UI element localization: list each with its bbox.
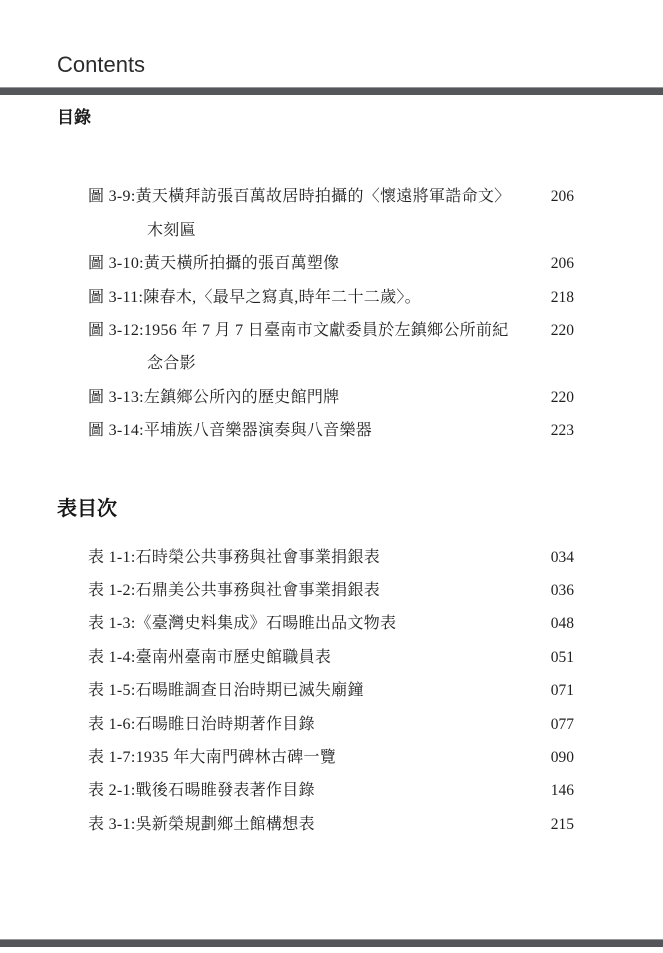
entry-text (88, 674, 550, 707)
entry-page-number: 146 (550, 782, 574, 800)
entry-text (88, 247, 550, 280)
entry-text (88, 414, 550, 447)
entry-title-line: 表 1-7:1935 年大南門碑林古碑一覽 (88, 749, 337, 767)
table-entry (88, 774, 575, 807)
table-entry (88, 808, 575, 841)
entry-page-number: 206 (550, 188, 574, 206)
entry-text (88, 607, 550, 640)
figure-entry (88, 414, 575, 447)
table-entry (88, 607, 575, 640)
entry-text (88, 180, 550, 247)
table-entry (88, 741, 575, 774)
entry-page-number: 034 (550, 548, 574, 566)
entry-page-number: 218 (550, 288, 574, 306)
entry-page-number: 206 (550, 255, 574, 273)
entry-title-line: 圖 3-12:1956 年 7 月 7 日臺南市文獻委員於左鎮鄉公所前紀 (88, 322, 509, 340)
entry-title-line: 表 1-4:臺南州臺南市歷史館職員表 (88, 648, 332, 666)
table-entry (88, 541, 575, 574)
table-entry (88, 708, 575, 741)
entry-page-number: 090 (550, 749, 574, 767)
entry-page-number: 051 (550, 648, 574, 666)
figure-entry (88, 180, 575, 247)
entry-text (88, 381, 550, 414)
entry-title-line: 圖 3-9:黃天橫拜訪張百萬故居時拍攝的〈懷遠將軍誥命文〉 (88, 188, 511, 206)
entry-title-line: 圖 3-14:平埔族八音樂器演奏與八音樂器 (88, 422, 373, 440)
entry-text (88, 741, 550, 774)
entry-title-line: 表 1-6:石暘睢日治時期著作目錄 (88, 715, 315, 733)
entry-title-line: 圖 3-11:陳春木,〈最早之寫真,時年二十二歲〉。 (88, 288, 421, 306)
entry-title-line: 圖 3-10:黃天橫所拍攝的張百萬塑像 (88, 255, 340, 273)
entry-page-number: 036 (550, 582, 574, 600)
entry-title-line: 表 2-1:戰後石暘睢發表著作目錄 (88, 782, 315, 800)
page-title: Contents (57, 52, 146, 77)
entry-page-number: 223 (550, 422, 574, 440)
tables-section-heading: 表目次 (57, 497, 117, 520)
entry-page-number: 071 (550, 682, 574, 700)
figure-entry (88, 314, 575, 381)
entry-title-line: 表 1-5:石暘睢調查日治時期已滅失廟鐘 (88, 682, 364, 700)
entry-page-number: 077 (550, 715, 574, 733)
entry-title-continuation: 木刻匾 (147, 221, 196, 239)
figure-entry (88, 281, 575, 314)
entry-page-number: 215 (550, 815, 574, 833)
table-entry (88, 641, 575, 674)
table-entry-list (88, 541, 575, 842)
entry-page-number: 220 (550, 388, 574, 406)
toc-heading-zh: 目錄 (57, 108, 91, 127)
entry-text (88, 314, 550, 381)
entry-page-number: 220 (550, 322, 574, 340)
entry-title-continuation: 念合影 (147, 355, 196, 373)
entry-page-number: 048 (550, 615, 574, 633)
entry-text (88, 281, 550, 314)
table-entry (88, 574, 575, 607)
entry-text (88, 541, 550, 574)
header-rule (0, 87, 663, 95)
entry-text (88, 574, 550, 607)
entry-title-line: 表 3-1:吳新榮規劃鄉土館構想表 (88, 815, 315, 833)
entry-text (88, 708, 550, 741)
entry-text (88, 641, 550, 674)
entry-title-line: 圖 3-13:左鎮鄉公所內的歷史館門牌 (88, 388, 340, 406)
entry-title-line: 表 1-3:《臺灣史料集成》石暘睢出品文物表 (88, 615, 397, 633)
entry-title-line: 表 1-1:石時榮公共事務與社會事業捐銀表 (88, 548, 381, 566)
entry-text (88, 774, 550, 807)
figure-entry (88, 381, 575, 414)
figure-entry (88, 247, 575, 280)
entry-title-line: 表 1-2:石鼎美公共事務與社會事業捐銀表 (88, 582, 381, 600)
figure-entry-list (88, 180, 575, 447)
table-entry (88, 674, 575, 707)
footer-rule (0, 939, 663, 947)
entry-text (88, 808, 550, 841)
